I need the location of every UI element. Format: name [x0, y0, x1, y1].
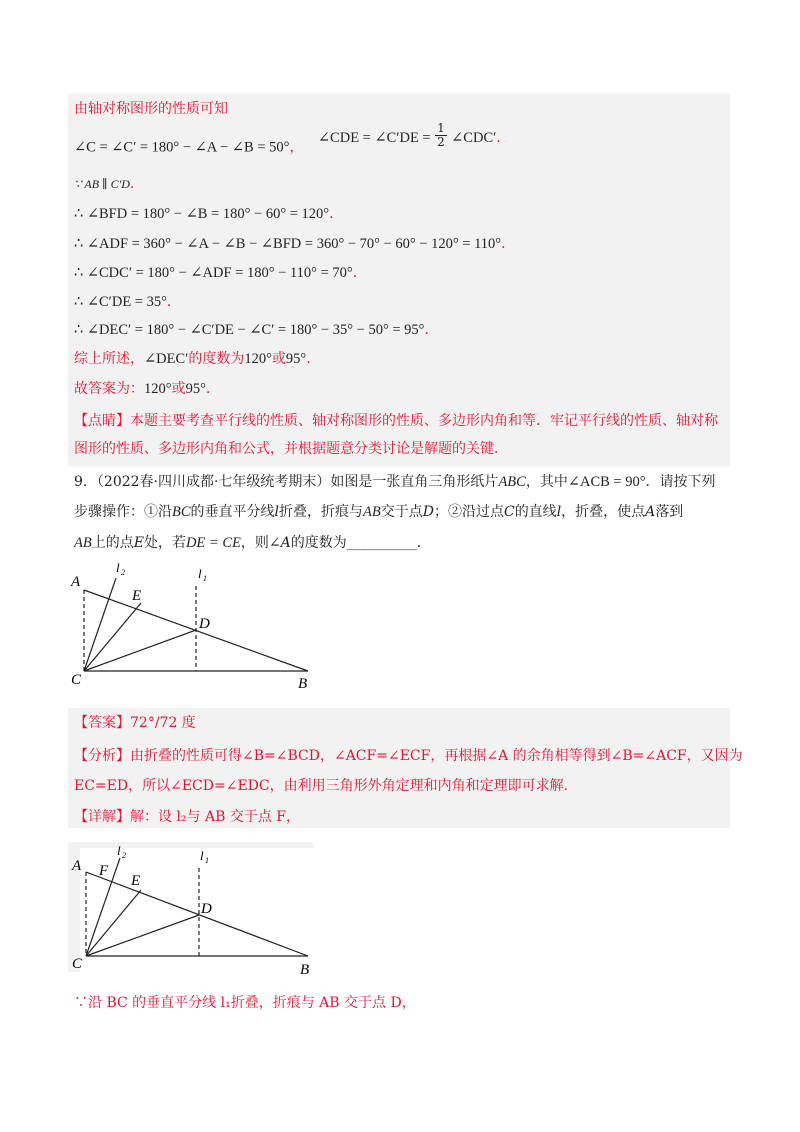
fig1-label-l2-sub: 2 — [121, 568, 125, 577]
fig1-label-l1-sub: 1 — [203, 574, 207, 583]
detail-line-1: 【详解】解：设 l₂与 AB 交于点 F， — [74, 809, 301, 825]
sol-line-5: ∴ ∠ADF = 360° − ∠A − ∠B − ∠BFD = 360° − 70° − 60° − 120° = 110°． — [74, 236, 516, 252]
fig2-label-A: A — [72, 858, 82, 874]
fig2-label-E: E — [131, 873, 141, 889]
sol-line-4: ∴ ∠BFD = 180° − ∠B = 180° − 60° = 120°． — [74, 206, 344, 222]
fig1-label-E: E — [132, 588, 142, 604]
fig2-label-l1: l — [200, 848, 204, 863]
figure-2 — [68, 840, 318, 978]
answer-line: 【答案】72°/72 度 — [74, 715, 196, 731]
fig2-label-D: D — [201, 901, 212, 917]
remark-line-1: 【点睛】本题主要考查平行线的性质、轴对称图形的性质、多边形内角和等．牢记平行线的性质、轴对称 — [74, 413, 718, 429]
sol-line-10: 故答案为：120°或95°. — [74, 381, 211, 397]
analysis-line-2: EC=ED，所以∠ECD=∠EDC，由利用三角形外角定理和内角和定理即可求解． — [74, 778, 578, 794]
fig1-label-B: B — [298, 676, 308, 692]
sol-line-9: 综上所述，∠DEC′的度数为120°或95°. — [74, 351, 311, 367]
analysis-line-1: 【分析】由折叠的性质可得∠B=∠BCD，∠ACF=∠ECF，再根据∠A 的余角相等得到∠B=∠ACF，又因为 — [74, 748, 743, 764]
fig2-label-B: B — [300, 962, 310, 978]
fig2-label-l2: l — [117, 843, 121, 858]
sol-line-3: ∵ AB ∥ C′D. — [74, 176, 135, 192]
fig2-label-l2-sub: 2 — [122, 851, 126, 860]
fig1-label-l2: l — [116, 560, 120, 575]
question-9-line-3: AB上的点E处，若DE = CE，则∠A的度数为__________． — [74, 535, 431, 551]
question-9-line-2: 步骤操作：①沿BC的垂直平分线l折叠，折痕与AB交于点D；②沿过点C的直线l，折叠，使点A落到 — [74, 504, 684, 520]
final-line: ∵沿 BC 的垂直平分线 l₁折叠，折痕与 AB 交于点 D， — [74, 995, 416, 1011]
sol-line-1: 由轴对称图形的性质可知 — [74, 101, 228, 117]
fig2-label-C: C — [72, 956, 83, 972]
sol-line-7: ∴ ∠C′DE = 35°． — [74, 294, 181, 310]
remark-line-2: 图形的性质、多边形内角和公式，并根据题意分类讨论是解题的关键． — [74, 441, 508, 457]
fig2-label-F: F — [99, 863, 109, 879]
sol-line-6: ∴ ∠CDC′ = 180° − ∠ADF = 180° − 110° = 70°． — [74, 265, 367, 281]
fig1-label-A: A — [71, 574, 81, 590]
fig1-label-D: D — [199, 616, 210, 632]
figure-1 — [66, 558, 336, 693]
sol-line-2: ∠C = ∠C′ = 180° − ∠A − ∠B = 50°， ∠CDE = ∠C′DE = $\frac{1}{2}$ ∠CDC′. — [74, 121, 501, 156]
fig1-label-C: C — [71, 672, 82, 688]
question-9-line-1: 9．（2022春·四川成都·七年级统考期末）如图是一张直角三角形纸片ABC，其中∠ACB = 90°．请按下列 — [74, 474, 716, 490]
fig1-label-l1: l — [198, 566, 202, 581]
sol-line-8: ∴ ∠DEC′ = 180° − ∠C′DE − ∠C′ = 180° − 35° − 50° = 95°． — [74, 322, 439, 338]
fig2-label-l1-sub: 1 — [205, 856, 209, 865]
